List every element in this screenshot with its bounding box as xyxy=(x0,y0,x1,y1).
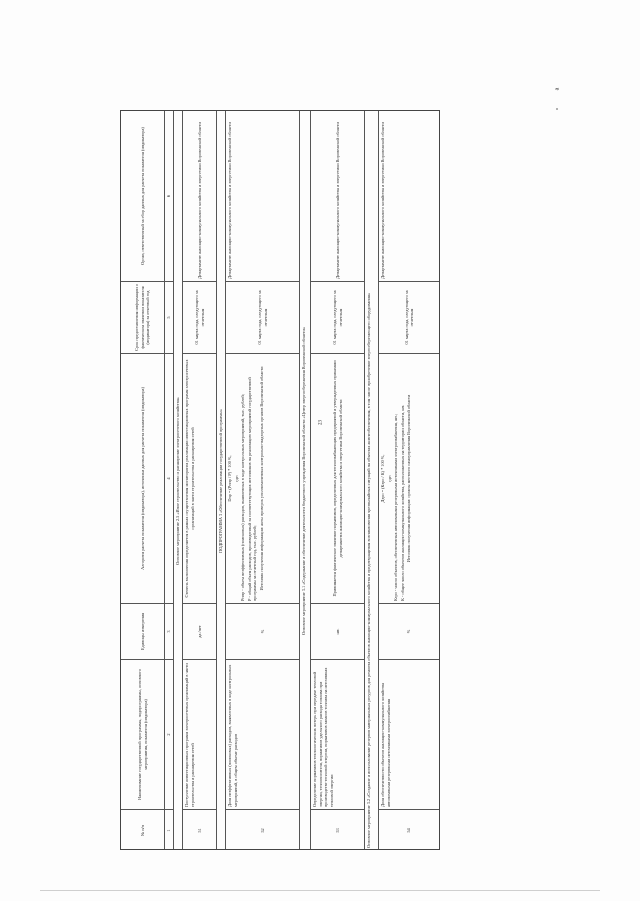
section-title: Основное мероприятие 2.5 «Иное строительство и расширение электросетевого хозяйства» xyxy=(175,397,180,565)
column-number: 5 xyxy=(165,281,173,353)
table-header-row xyxy=(121,111,165,850)
formula: Дзро = (Кзро / К) * 100 %, xyxy=(380,454,385,503)
column-number: 1 xyxy=(165,809,173,850)
section-row-3-2 xyxy=(365,111,379,850)
table-row-51 xyxy=(183,111,217,850)
algorithm xyxy=(379,353,439,603)
header-responsible: Орган, ответственный за сбор данных для расчета показателя (индикатора) xyxy=(139,127,145,265)
header-name: Наименование государственной программы, подпрограммы, основного мероприятия, показателя (индикатора) xyxy=(121,659,164,809)
algorithm: Принимается фактическое значение нормативов, определенных для теплоснабжающих предприятий и утвержденных приказами департамента жилищно-коммунального хозяйства и энергетики Воронежской области xyxy=(311,353,364,603)
header-unit: Единицы измерения xyxy=(121,603,164,659)
data-source: Источник получения информации: акты проверок уполномоченных контрольно-надзорных органов Воронежской области xyxy=(258,366,264,591)
responsible-body: Департамент жилищно-коммунального хозяйства и энергетики Воронежской области xyxy=(334,122,340,279)
table-row-52 xyxy=(226,111,300,850)
responsible-body: Департамент жилищно-коммунального хозяйства и энергетики Воронежской области xyxy=(380,122,385,279)
page-number: 23 xyxy=(318,420,324,425)
section-title: Основное мероприятие 3.1 «Содержание и обеспечение деятельности бюджетного учреждения Воронежской области «Центр энергосбережения Воронежской области» xyxy=(301,326,306,636)
row-number: 54 xyxy=(379,809,439,850)
formula-where: где: xyxy=(386,475,392,482)
indicator-table xyxy=(120,110,440,850)
subprogram-title: ПОДПРОГРАММА 3 «Обеспечение реализации государственной программы» xyxy=(218,409,223,553)
deadline: 01 марта года, следующего за отчетным xyxy=(379,281,439,353)
header-num: № п/п xyxy=(121,809,164,850)
section-title: Основное мероприятие 3.2 «Создание и использование резервов материальных ресурсов для ремонта объектов жилищно-коммунального хозяйства и предотвращения возникновения чрезвычайных ситуаций на объектах жизнеобеспечения, в том числе приобретение энергосберегающего оборудования» xyxy=(366,293,371,848)
header-deadline: Срок предоставления информации о фактическом значении показателя (индикатора) за отчетный год xyxy=(121,281,164,353)
deadline: 01 марта года, следующего за отчетным xyxy=(311,281,364,353)
formula: Dnp = (Рнпр / Р) * 100 %, xyxy=(227,455,232,502)
column-number: 4 xyxy=(165,353,173,603)
unit: % xyxy=(226,603,299,659)
row-number: 53 xyxy=(311,809,364,850)
indicator-name: Доля обеспеченности объектов жилищно-коммунального хозяйства автономными резервными источниками электроснабжения xyxy=(379,659,439,809)
unit: шт. xyxy=(311,603,364,659)
column-number: 3 xyxy=(165,603,173,659)
unit: % xyxy=(379,603,439,659)
formula-variable: Р - общий объем расходов, произведенный за соответствующих источников на реализацию мероприятий государственной программы за отчетный год, тыс. рублей; xyxy=(246,377,257,601)
formula-variable: Кзро - число объектов, обеспеченных автономными резервными источниками электроснабжения, шт.; xyxy=(393,414,398,601)
row-number: 52 xyxy=(226,809,299,850)
margin-mark: а xyxy=(554,87,561,91)
indicator-name: Поступление инвестиционных программ электросетевых организаций в части строительства и расширения сетей xyxy=(183,659,216,809)
algorithm xyxy=(226,353,299,603)
unit: да /нет xyxy=(183,603,216,659)
row-number: 51 xyxy=(183,809,216,850)
column-number: 6 xyxy=(166,194,172,198)
subprogram-row-3 xyxy=(217,111,226,850)
formula-where: где: xyxy=(233,475,239,482)
formula-variable: Рнпр - объем неэффективных (поисковых) расходов, выявленных в ходе контрольных мероприятий, тыс. рублей; xyxy=(240,394,245,601)
page-bottom-rule xyxy=(40,890,600,891)
data-source: Источник получения информации: органы местного самоуправления Воронежской области xyxy=(406,394,411,563)
section-row-3-1 xyxy=(300,111,311,850)
header-algorithm: Алгоритм расчета показателя (индикатора), источники данных для расчета показателя (индикатора) xyxy=(121,353,164,603)
responsible-body: Департамент жилищно-коммунального хозяйства и энергетики Воронежской области xyxy=(227,122,232,279)
column-number: 2 xyxy=(165,659,173,809)
algorithm: Степень выполнения определяется в рамках осуществления мониторинга реализации инвестиционных программ электросетевых организаций в части строительства и расширения сетей xyxy=(183,353,216,603)
indicator-name: Определение нормативов технологических потерь при передаче тепловой энергии, теплоносителя, нормативов удельного расхода топлива при производстве тепловой энергии, нормативов запасов топлива на источниках тепловой энергии xyxy=(311,659,364,809)
table-row-53 xyxy=(311,111,365,850)
section-row-2-5 xyxy=(174,111,183,850)
formula-variable: К - общее число объектов жилищно-коммунального хозяйства, расположенных на территории области, шт. xyxy=(399,404,405,601)
indicator-name: Доля неэффективных (поисковых) расходов, выявленных в ходе контрольных мероприятий, в общем объеме расходов xyxy=(226,659,299,809)
indicator-table-rotated xyxy=(121,111,440,850)
table-row-54 xyxy=(379,111,439,850)
responsible-body: Департамент жилищно-коммунального хозяйства и энергетики Воронежской области xyxy=(196,122,202,279)
deadline: 01 марта года, следующего за отчетным xyxy=(183,281,216,353)
scan-speck xyxy=(556,108,558,110)
column-number-row xyxy=(165,111,174,850)
deadline: 01 марта года, следующего за отчетным xyxy=(226,281,299,353)
